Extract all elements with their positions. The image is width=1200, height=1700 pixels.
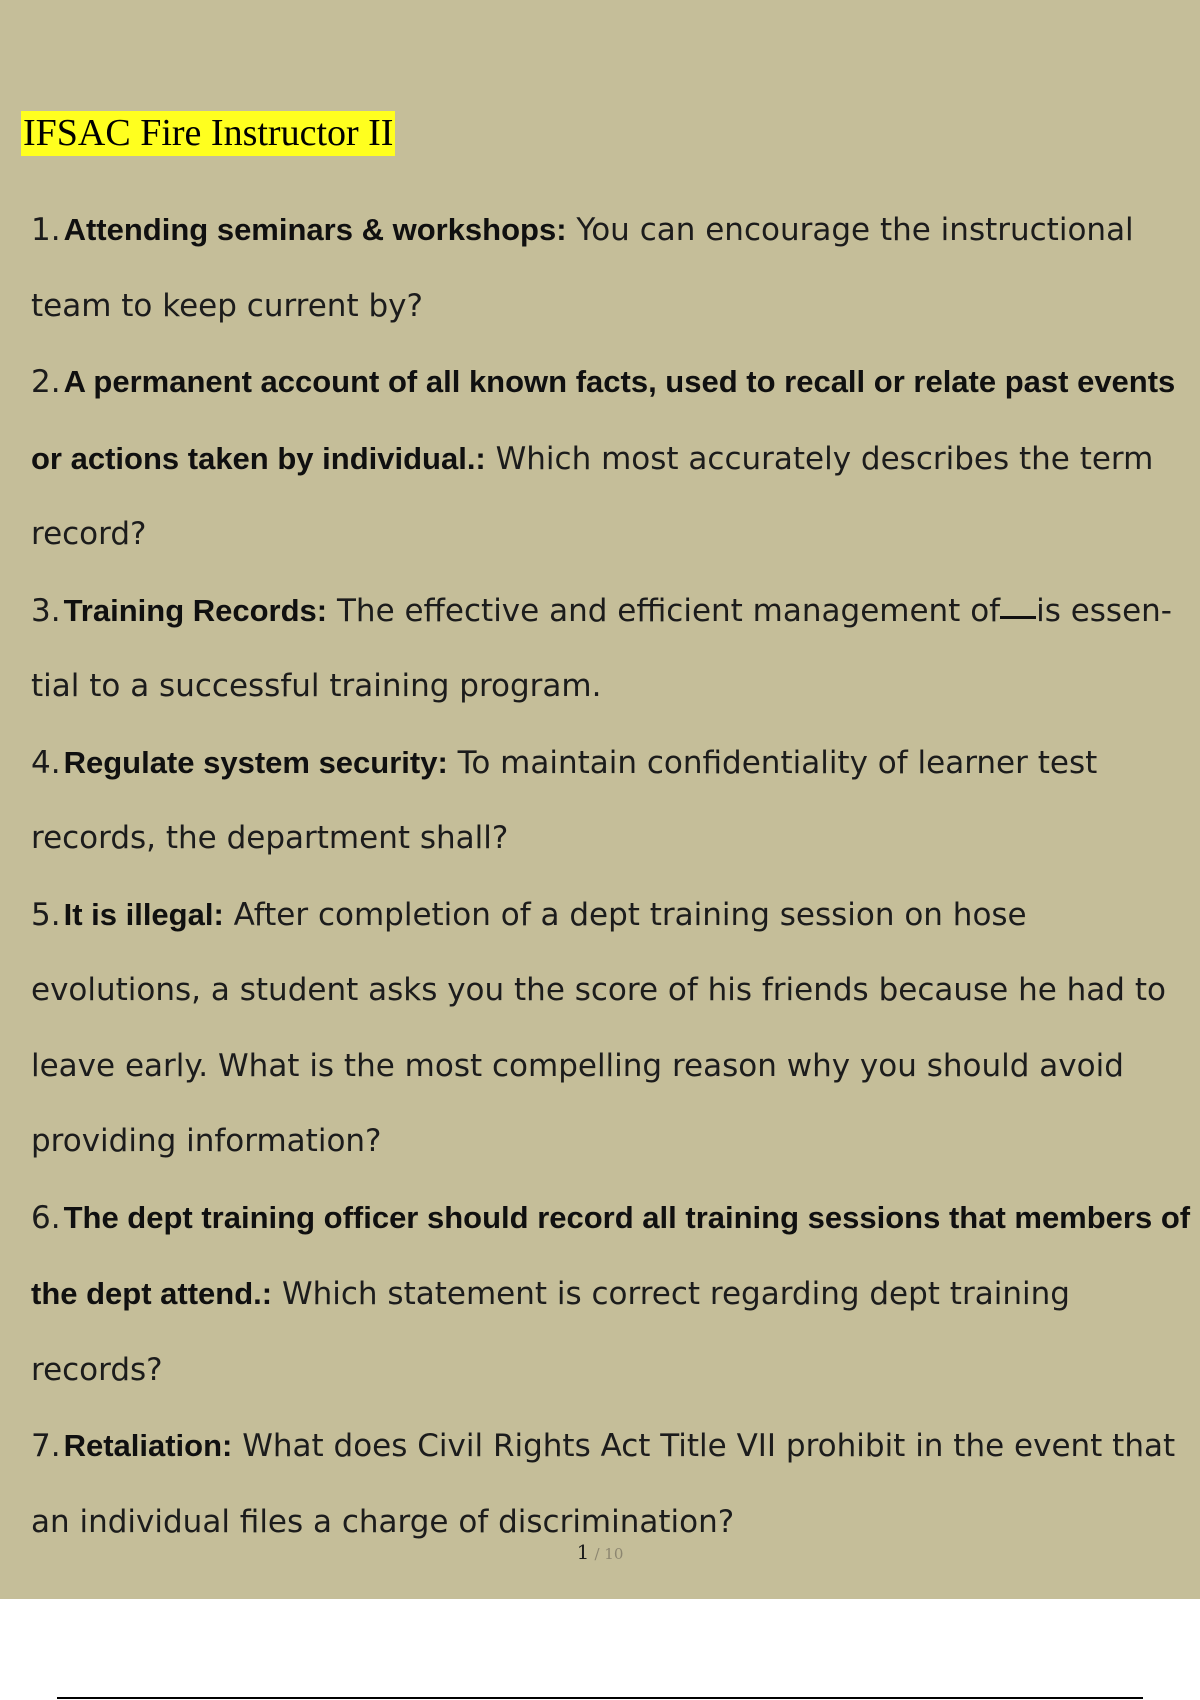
list-item	[31, 1408, 1191, 1560]
current-page: 1	[576, 1540, 590, 1564]
item-question: After completion of a dept training session on hose evolutions, a student asks you the score of his friends because he had to leave early. What is the most compelling reason why you should avoid providing information?	[31, 896, 1166, 1159]
item-question: The effective and efficient management of	[327, 592, 1001, 629]
item-question-continued: is essen- tial to a successful training program.	[31, 592, 1172, 704]
list-item	[31, 877, 1191, 1180]
item-question: Which statement is correct regarding dept training records?	[31, 1276, 1070, 1388]
item-number: 6.	[31, 1199, 61, 1236]
list-item	[31, 725, 1191, 877]
item-question: To maintain confidentiality of learner test records, the department shall?	[31, 744, 1098, 856]
item-question: You can encourage the instructional team to keep current by?	[31, 212, 1134, 324]
item-term: It is illegal:	[63, 896, 224, 932]
flashcard-list	[31, 192, 1191, 1560]
footer-divider	[57, 1697, 1143, 1699]
list-item	[31, 344, 1191, 573]
page-number	[0, 1540, 1200, 1564]
total-pages: / 10	[594, 1545, 624, 1563]
item-term: Regulate system security:	[63, 744, 448, 780]
item-number: 5.	[31, 896, 61, 933]
item-term: A permanent account of all known facts, used to recall or relate past events or actions taken by individual.:	[31, 364, 1176, 476]
list-item	[31, 1180, 1191, 1409]
item-number: 2.	[31, 364, 61, 400]
item-number: 1.	[31, 212, 61, 248]
item-question: What does Civil Rights Act Title VII prohibit in the event that an individual files a charge of discrimination?	[31, 1428, 1176, 1540]
fill-in-blank	[1000, 615, 1036, 619]
item-number: 3.	[31, 592, 61, 629]
item-term: Training Records:	[63, 592, 328, 628]
item-term: Attending seminars & workshops:	[63, 212, 567, 247]
item-number: 4.	[31, 744, 61, 781]
list-item	[31, 192, 1191, 344]
item-term: The dept training officer should record all training sessions that members of the dept attend.:	[31, 1199, 1191, 1311]
item-term: Retaliation:	[63, 1428, 233, 1463]
list-item	[31, 573, 1191, 725]
document-title: IFSAC Fire Instructor II	[23, 112, 394, 154]
item-question: Which most accurately describes the term record?	[31, 440, 1154, 552]
item-number: 7.	[31, 1428, 61, 1464]
